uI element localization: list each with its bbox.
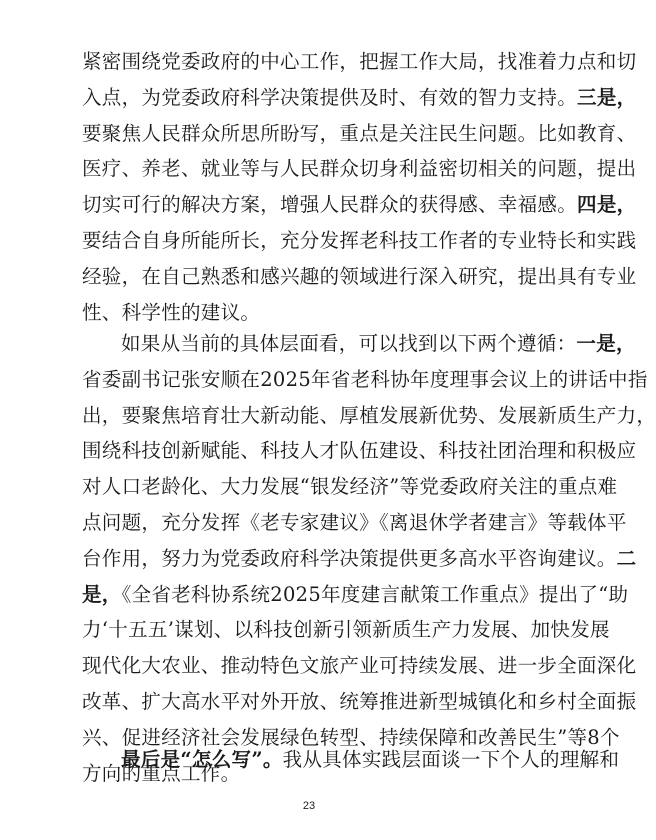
paragraph-2-line (82, 439, 637, 463)
text-run: 方向的重点工作。 (82, 762, 241, 785)
text-run: 《全省老科协系统2025年度建言献策工作重点》提出了“助 (121, 583, 629, 606)
paragraph-3-line (121, 748, 620, 772)
text-run: 改革、扩大高水平对外开放、统筹推进新型城镇化和乡村全面振 (82, 690, 637, 713)
text-run: 现代化大农业、推动特色文旅产业可持续发展、进一步全面深化 (82, 654, 637, 677)
paragraph-2-line (82, 547, 637, 571)
page-number: 23 (302, 800, 316, 812)
paragraph-2-line (82, 404, 656, 428)
text-run: 切实可行的解决方案，增强人民群众的获得感、幸福感。 (82, 193, 578, 216)
paragraph-1-line (82, 157, 637, 181)
text-run: 医疗、养老、就业等与人民群众切身利益密切相关的问题，提出 (82, 157, 637, 180)
paragraph-1-line (82, 86, 637, 110)
paragraph-1-line (82, 301, 544, 325)
bold-text: 三是， (577, 86, 637, 109)
paragraph-2-line (82, 368, 648, 392)
bold-text: 最后是“怎么写”。 (121, 748, 283, 771)
bold-text: 是， (82, 583, 122, 606)
paragraph-1-line (82, 229, 637, 253)
text-run: 省委副书记张安顺在2025年省老科协年度理事会议上的讲话中指 (82, 368, 648, 391)
paragraph-2-line (82, 583, 629, 607)
text-run: 要结合自身所能所长，充分发挥老科技工作者的专业特长和实践 (82, 229, 637, 252)
paragraph-1-line (82, 122, 637, 146)
text-run: 围绕科技创新赋能、科技人才队伍建设、科技社团治理和积极应 (82, 439, 637, 462)
text-run: 兴、促进经济社会发展绿色转型、持续保障和改善民生”等8个 (82, 726, 620, 749)
paragraph-2-line (82, 654, 637, 678)
paragraph-1-line (82, 50, 637, 74)
text-run: 台作用，努力为党委政府科学决策提供更多高水平咨询建议。 (82, 547, 617, 570)
paragraph-1-line (82, 265, 637, 289)
text-run: 要聚焦人民群众所思所盼写，重点是关注民生问题。比如教育、 (82, 122, 637, 145)
text-run: 紧密围绕党委政府的中心工作，把握工作大局，找准着力点和切 (82, 50, 637, 73)
text-run: 出，要聚焦培育壮大新动能、厚植发展新优势、发展新质生产力， (82, 404, 656, 427)
paragraph-1-line (82, 193, 637, 217)
bold-text: 四是， (577, 193, 637, 216)
text-run: 经验，在自己熟悉和感兴趣的领域进行深入研究，提出具有专业 (82, 265, 637, 288)
paragraph-2-line (82, 511, 627, 535)
paragraph-2-line (82, 690, 637, 714)
paragraph-2-line (82, 475, 618, 499)
paragraph-2-line (82, 618, 610, 642)
text-run: 如果从当前的具体层面看，可以找到以下两个遵循： (121, 332, 577, 355)
bold-text: 一是， (576, 332, 636, 355)
text-run: 力‘十五五’谋划、以科技创新引领新质生产力发展、加快发展 (82, 618, 610, 641)
paragraph-2-line (82, 726, 620, 750)
text-run: 我从具体实践层面谈一下个人的理解和 (282, 748, 620, 771)
paragraph-2-line (121, 332, 636, 356)
text-run: 点问题，充分发挥《老专家建议》《离退休学者建言》等载体平 (82, 511, 627, 534)
text-run: 入点，为党委政府科学决策提供及时、有效的智力支持。 (82, 86, 578, 109)
text-run: 对人口老龄化、大力发展“银发经济”等党委政府关注的重点难 (82, 475, 618, 498)
bold-text: 二 (616, 547, 637, 570)
text-run: 性、科学性的建议。 (82, 301, 261, 324)
